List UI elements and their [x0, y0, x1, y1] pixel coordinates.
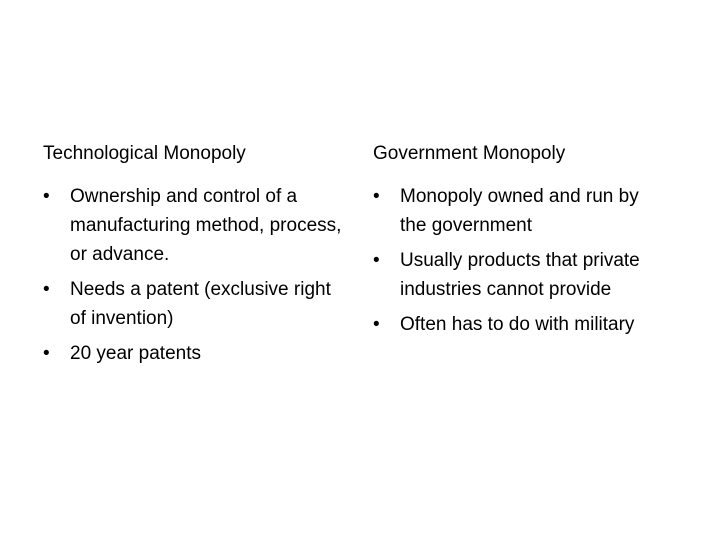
left-bullet-list: [43, 182, 343, 368]
bullet-icon: •: [43, 186, 50, 207]
bullet-text: Needs a patent (exclusive right of invention): [70, 279, 331, 329]
bullet-icon: •: [43, 279, 50, 300]
bullet-icon: •: [373, 250, 380, 271]
list-item: [373, 310, 663, 339]
left-column: [43, 140, 343, 374]
bullet-icon: •: [373, 186, 380, 207]
bullet-icon: •: [43, 343, 50, 364]
right-column: [373, 140, 663, 345]
left-heading: Technological Monopoly: [43, 143, 246, 164]
list-item: [43, 275, 343, 333]
right-heading: Government Monopoly: [373, 143, 566, 164]
list-item: [43, 182, 343, 269]
list-item: [373, 246, 663, 304]
list-item: [373, 182, 663, 240]
bullet-text: Often has to do with military: [400, 314, 635, 335]
list-item: [43, 339, 343, 368]
bullet-text: Monopoly owned and run by the government: [400, 186, 639, 236]
bullet-icon: •: [373, 314, 380, 335]
right-bullet-list: [373, 182, 663, 339]
bullet-text: Usually products that private industries cannot provide: [400, 250, 640, 300]
bullet-text: 20 year patents: [70, 343, 201, 364]
bullet-text: Ownership and control of a manufacturing method, process, or advance.: [70, 186, 342, 265]
